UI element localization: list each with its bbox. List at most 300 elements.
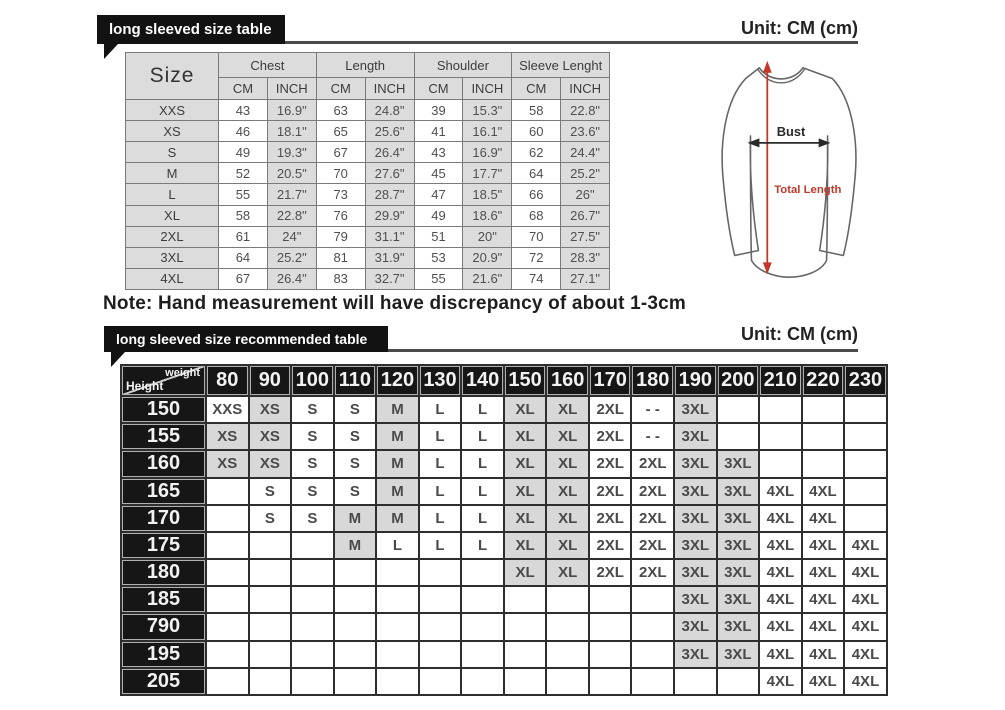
inch-value-cell: 15.3" [463, 100, 512, 121]
recommended-size-cell: 4XL [759, 478, 802, 505]
cm-value-cell: 63 [316, 100, 365, 121]
recommended-size-cell [546, 641, 589, 668]
recommended-size-cell: 3XL [674, 505, 717, 532]
weight-header-cell: 160 [546, 365, 589, 396]
recommended-size-cell: XL [504, 559, 547, 586]
inch-value-cell: 26" [561, 184, 610, 205]
recommended-size-cell: 4XL [759, 559, 802, 586]
size-label-cell: L [126, 184, 219, 205]
recommended-size-cell: 2XL [589, 450, 632, 477]
column-group-header: Length [316, 53, 414, 78]
weight-header-cell: 170 [589, 365, 632, 396]
inch-value-cell: 27.6" [365, 163, 414, 184]
recommended-size-cell [546, 586, 589, 613]
recommended-size-cell: 4XL [759, 532, 802, 559]
recommended-size-cell: L [461, 478, 504, 505]
recommended-size-cell [206, 505, 249, 532]
weight-header-cell: 80 [206, 365, 249, 396]
inch-value-cell: 19.3" [267, 142, 316, 163]
weight-header-cell: 140 [461, 365, 504, 396]
weight-header-cell: 180 [631, 365, 674, 396]
recommended-size-cell [376, 586, 419, 613]
inch-value-cell: 25.2" [267, 247, 316, 268]
recommended-size-cell [376, 559, 419, 586]
recommended-size-cell: 4XL [844, 532, 887, 559]
weight-header-cell: 120 [376, 365, 419, 396]
height-label-cell: 165 [121, 478, 206, 505]
recommended-size-cell [206, 668, 249, 695]
size-label-cell: XXS [126, 100, 219, 121]
recommended-size-cell [461, 668, 504, 695]
recommended-size-cell: 4XL [802, 641, 845, 668]
section2-tag [104, 326, 388, 352]
tag-tail-icon [104, 44, 118, 59]
recommended-size-cell: M [334, 505, 377, 532]
recommended-size-cell [589, 586, 632, 613]
recommended-size-cell: L [461, 450, 504, 477]
recommended-size-cell: 3XL [717, 586, 760, 613]
height-label-cell: 160 [121, 450, 206, 477]
inch-value-cell: 22.8" [267, 205, 316, 226]
recommended-size-cell: XS [249, 396, 292, 423]
weight-header-cell: 90 [249, 365, 292, 396]
cm-value-cell: 45 [414, 163, 463, 184]
recommended-size-cell: 4XL [802, 559, 845, 586]
recommended-size-cell [334, 641, 377, 668]
cm-value-cell: 74 [512, 268, 561, 289]
cm-value-cell: 58 [512, 100, 561, 121]
recommended-size-cell [419, 613, 462, 640]
recommended-size-cell: 3XL [717, 450, 760, 477]
recommended-size-cell [802, 396, 845, 423]
recommended-size-cell [631, 641, 674, 668]
recommended-size-cell: 2XL [589, 559, 632, 586]
recommended-size-cell: 4XL [802, 668, 845, 695]
recommended-size-cell: 4XL [802, 505, 845, 532]
recommended-size-cell [376, 668, 419, 695]
size-label-cell: 3XL [126, 247, 219, 268]
recommended-size-cell: XL [546, 423, 589, 450]
rec-table-row [121, 668, 887, 695]
cm-value-cell: 73 [316, 184, 365, 205]
inch-value-cell: 32.7" [365, 268, 414, 289]
size-label-cell: XS [126, 121, 219, 142]
recommended-size-cell: XL [504, 423, 547, 450]
recommended-size-cell [206, 559, 249, 586]
recommended-size-cell: 4XL [844, 668, 887, 695]
recommended-size-cell [334, 668, 377, 695]
recommended-size-cell: 3XL [717, 478, 760, 505]
recommended-size-cell: 4XL [759, 613, 802, 640]
recommended-size-cell: 2XL [589, 478, 632, 505]
recommended-size-cell: 4XL [802, 613, 845, 640]
recommended-size-cell: L [461, 396, 504, 423]
recommended-size-cell [419, 559, 462, 586]
recommended-size-cell: 3XL [674, 423, 717, 450]
bust-label: Bust [776, 123, 806, 139]
recommended-size-cell: M [376, 450, 419, 477]
section1-tag [97, 15, 285, 44]
recommended-size-cell: 3XL [717, 613, 760, 640]
recommended-size-cell [206, 586, 249, 613]
recommended-size-cell: S [334, 450, 377, 477]
height-label-cell: 195 [121, 641, 206, 668]
recommended-size-cell: M [376, 396, 419, 423]
recommended-size-cell: 3XL [674, 559, 717, 586]
weight-header-cell: 150 [504, 365, 547, 396]
cm-value-cell: 72 [512, 247, 561, 268]
size-recommended-table [120, 364, 888, 696]
recommended-size-cell [759, 423, 802, 450]
recommended-size-cell: L [419, 478, 462, 505]
rec-table-row [121, 559, 887, 586]
inch-value-cell: 21.6" [463, 268, 512, 289]
recommended-size-cell: 2XL [631, 450, 674, 477]
inch-value-cell: 25.6" [365, 121, 414, 142]
inch-value-cell: 28.3" [561, 247, 610, 268]
rec-table-row [121, 505, 887, 532]
size-table-header-row [126, 53, 610, 78]
inch-value-cell: 16.9" [267, 100, 316, 121]
size-measurement-table [125, 52, 610, 290]
recommended-size-cell: L [419, 450, 462, 477]
recommended-size-cell [249, 559, 292, 586]
size-table-row [126, 121, 610, 142]
weight-header-cell: 100 [291, 365, 334, 396]
inch-value-cell: 25.2" [561, 163, 610, 184]
recommended-size-cell [206, 478, 249, 505]
recommended-size-cell [376, 641, 419, 668]
recommended-size-cell [844, 505, 887, 532]
recommended-size-cell: S [291, 505, 334, 532]
recommended-size-cell [419, 641, 462, 668]
recommended-size-cell: S [291, 423, 334, 450]
recommended-size-cell: 4XL [802, 586, 845, 613]
weight-header-cell: 130 [419, 365, 462, 396]
recommended-size-cell: L [419, 396, 462, 423]
cm-value-cell: 43 [414, 142, 463, 163]
unit-label-bottom: Unit: CM (cm) [741, 324, 858, 344]
recommended-size-cell: 3XL [717, 641, 760, 668]
recommended-size-cell: S [291, 396, 334, 423]
recommended-size-cell: L [461, 423, 504, 450]
recommended-size-cell [291, 613, 334, 640]
inch-value-cell: 31.1" [365, 226, 414, 247]
cm-value-cell: 64 [512, 163, 561, 184]
cm-value-cell: 70 [512, 226, 561, 247]
shirt-outline [722, 68, 856, 277]
recommended-size-cell: 4XL [844, 559, 887, 586]
recommended-size-cell: 2XL [589, 505, 632, 532]
height-weight-corner-cell [121, 365, 206, 396]
recommended-size-cell [802, 423, 845, 450]
column-group-header: Sleeve Lenght [512, 53, 610, 78]
recommended-size-cell [589, 613, 632, 640]
recommended-size-cell: 2XL [589, 396, 632, 423]
recommended-size-cell [461, 586, 504, 613]
recommended-size-cell [376, 613, 419, 640]
recommended-size-cell: 2XL [589, 423, 632, 450]
inch-value-cell: 24.8" [365, 100, 414, 121]
recommended-size-cell [249, 532, 292, 559]
recommended-size-cell [504, 668, 547, 695]
size-table-row [126, 268, 610, 289]
cm-value-cell: 67 [219, 268, 268, 289]
section2-tag-label: long sleeved size recommended table [116, 331, 368, 347]
size-table-row [126, 205, 610, 226]
recommended-size-cell: 4XL [759, 641, 802, 668]
size-table-row [126, 100, 610, 121]
recommended-size-cell: 3XL [674, 478, 717, 505]
recommended-size-cell: L [461, 532, 504, 559]
unit-subheader-cell: INCH [267, 78, 316, 100]
cm-value-cell: 62 [512, 142, 561, 163]
inch-value-cell: 24.4" [561, 142, 610, 163]
cm-value-cell: 43 [219, 100, 268, 121]
inch-value-cell: 18.5" [463, 184, 512, 205]
cm-value-cell: 81 [316, 247, 365, 268]
recommended-size-cell: L [376, 532, 419, 559]
recommended-size-cell: 2XL [589, 532, 632, 559]
size-label-cell: 4XL [126, 268, 219, 289]
recommended-size-cell: 2XL [631, 532, 674, 559]
recommended-size-cell [631, 668, 674, 695]
cm-value-cell: 70 [316, 163, 365, 184]
recommended-size-cell: - - [631, 423, 674, 450]
recommended-size-cell: M [334, 532, 377, 559]
recommended-size-cell: 4XL [759, 668, 802, 695]
recommended-size-cell [291, 559, 334, 586]
recommended-size-cell [504, 586, 547, 613]
recommended-size-cell: 3XL [717, 559, 760, 586]
recommended-size-cell: XL [546, 396, 589, 423]
cm-value-cell: 46 [219, 121, 268, 142]
rec-table-header-row [121, 365, 887, 396]
rec-table-row [121, 586, 887, 613]
cm-value-cell: 55 [414, 268, 463, 289]
inch-value-cell: 16.9" [463, 142, 512, 163]
recommended-size-cell: XS [206, 423, 249, 450]
recommended-size-cell: S [249, 505, 292, 532]
recommended-size-cell [291, 586, 334, 613]
recommended-size-cell: XL [504, 532, 547, 559]
inch-value-cell: 26.7" [561, 205, 610, 226]
cm-value-cell: 39 [414, 100, 463, 121]
recommended-size-cell [844, 478, 887, 505]
inch-value-cell: 22.8" [561, 100, 610, 121]
recommended-size-cell [717, 396, 760, 423]
recommended-size-cell [334, 613, 377, 640]
unit-subheader-cell: CM [316, 78, 365, 100]
recommended-size-cell: 2XL [631, 559, 674, 586]
size-header-cell: Size [126, 53, 219, 100]
size-label-cell: S [126, 142, 219, 163]
cm-value-cell: 76 [316, 205, 365, 226]
inch-value-cell: 27.1" [561, 268, 610, 289]
column-group-header: Chest [219, 53, 317, 78]
height-label-cell: 175 [121, 532, 206, 559]
recommended-size-cell [206, 613, 249, 640]
recommended-size-cell: 3XL [674, 613, 717, 640]
recommended-size-cell: 4XL [802, 532, 845, 559]
recommended-size-cell: L [419, 532, 462, 559]
recommended-size-cell [717, 668, 760, 695]
unit-subheader-cell: CM [219, 78, 268, 100]
recommended-size-cell [504, 641, 547, 668]
tag-tail-icon [111, 352, 125, 367]
unit-subheader-cell: INCH [561, 78, 610, 100]
recommended-size-cell [291, 668, 334, 695]
recommended-size-cell: 3XL [717, 532, 760, 559]
size-table-row [126, 247, 610, 268]
inch-value-cell: 18.1" [267, 121, 316, 142]
recommended-size-cell [759, 396, 802, 423]
recommended-size-cell: M [376, 505, 419, 532]
recommended-size-cell [844, 396, 887, 423]
recommended-size-cell [249, 668, 292, 695]
cm-value-cell: 58 [219, 205, 268, 226]
recommended-size-cell: 3XL [674, 641, 717, 668]
recommended-size-cell [206, 532, 249, 559]
recommended-size-cell [759, 450, 802, 477]
recommended-size-cell [546, 668, 589, 695]
weight-header-cell: 210 [759, 365, 802, 396]
recommended-size-cell [291, 641, 334, 668]
inch-value-cell: 23.6" [561, 121, 610, 142]
recommended-size-cell [674, 668, 717, 695]
inch-value-cell: 21.7" [267, 184, 316, 205]
recommended-size-cell: L [419, 423, 462, 450]
recommended-size-cell [802, 450, 845, 477]
inch-value-cell: 26.4" [267, 268, 316, 289]
recommended-size-cell [631, 613, 674, 640]
recommended-size-cell: 4XL [844, 641, 887, 668]
recommended-size-cell: L [419, 505, 462, 532]
inch-value-cell: 26.4" [365, 142, 414, 163]
inch-value-cell: 20.9" [463, 247, 512, 268]
recommended-size-cell: 3XL [674, 586, 717, 613]
rec-table-row [121, 450, 887, 477]
rec-table-row [121, 641, 887, 668]
inch-value-cell: 18.6" [463, 205, 512, 226]
rec-table-row [121, 396, 887, 423]
inch-value-cell: 31.9" [365, 247, 414, 268]
height-label-cell: 790 [121, 613, 206, 640]
cm-value-cell: 41 [414, 121, 463, 142]
recommended-size-cell [249, 641, 292, 668]
recommended-size-cell [249, 586, 292, 613]
cm-value-cell: 47 [414, 184, 463, 205]
inch-value-cell: 17.7" [463, 163, 512, 184]
cm-value-cell: 67 [316, 142, 365, 163]
rec-table-row [121, 423, 887, 450]
recommended-size-cell: S [334, 396, 377, 423]
recommended-size-cell: 3XL [674, 450, 717, 477]
note-text: Note: Hand measurement will have discrepancy of about 1-3cm [103, 293, 687, 314]
recommended-size-cell [461, 559, 504, 586]
recommended-size-cell: XL [504, 505, 547, 532]
recommended-size-cell: 4XL [844, 613, 887, 640]
size-label-cell: 2XL [126, 226, 219, 247]
cm-value-cell: 65 [316, 121, 365, 142]
unit-label-top: Unit: CM (cm) [741, 18, 858, 38]
cm-value-cell: 68 [512, 205, 561, 226]
weight-header-cell: 200 [717, 365, 760, 396]
recommended-size-cell [589, 641, 632, 668]
recommended-size-cell: 3XL [674, 532, 717, 559]
corner-height-label: Height [126, 379, 164, 393]
inch-value-cell: 24" [267, 226, 316, 247]
size-table-row [126, 226, 610, 247]
inch-value-cell: 16.1" [463, 121, 512, 142]
inch-value-cell: 29.9" [365, 205, 414, 226]
weight-header-cell: 110 [334, 365, 377, 396]
recommended-size-cell: XS [249, 423, 292, 450]
cm-value-cell: 49 [219, 142, 268, 163]
weight-header-cell: 190 [674, 365, 717, 396]
cm-value-cell: 79 [316, 226, 365, 247]
weight-header-cell: 220 [802, 365, 845, 396]
total-length-arrowhead-top [763, 61, 772, 73]
recommended-size-cell: XL [546, 559, 589, 586]
section1-tag-label: long sleeved size table [109, 21, 272, 38]
recommended-size-cell [844, 450, 887, 477]
recommended-size-cell [291, 532, 334, 559]
cm-value-cell: 53 [414, 247, 463, 268]
height-label-cell: 180 [121, 559, 206, 586]
cm-value-cell: 83 [316, 268, 365, 289]
size-table-row [126, 163, 610, 184]
recommended-size-cell: 3XL [717, 505, 760, 532]
unit-subheader-cell: CM [414, 78, 463, 100]
unit-subheader-cell: INCH [365, 78, 414, 100]
recommended-size-cell [419, 586, 462, 613]
inch-value-cell: 27.5" [561, 226, 610, 247]
size-table-row [126, 184, 610, 205]
corner-weight-label: weight [165, 367, 200, 379]
cm-value-cell: 51 [414, 226, 463, 247]
unit-subheader-cell: CM [512, 78, 561, 100]
recommended-size-cell: XL [504, 450, 547, 477]
column-group-header: Shoulder [414, 53, 512, 78]
recommended-size-cell [334, 559, 377, 586]
recommended-size-cell: 2XL [631, 505, 674, 532]
size-table-row [126, 142, 610, 163]
recommended-size-cell: 4XL [844, 586, 887, 613]
recommended-size-cell: S [334, 423, 377, 450]
recommended-size-cell [589, 668, 632, 695]
height-label-cell: 170 [121, 505, 206, 532]
recommended-size-cell [844, 423, 887, 450]
rec-table-row [121, 532, 887, 559]
cm-value-cell: 64 [219, 247, 268, 268]
cm-value-cell: 52 [219, 163, 268, 184]
recommended-size-cell: XL [504, 396, 547, 423]
recommended-size-cell: M [376, 478, 419, 505]
recommended-size-cell: S [291, 450, 334, 477]
unit-subheader-cell: INCH [463, 78, 512, 100]
height-label-cell: 150 [121, 396, 206, 423]
size-label-cell: M [126, 163, 219, 184]
recommended-size-cell: S [334, 478, 377, 505]
recommended-size-cell: - - [631, 396, 674, 423]
height-label-cell: 155 [121, 423, 206, 450]
recommended-size-cell [249, 613, 292, 640]
height-label-cell: 185 [121, 586, 206, 613]
recommended-size-cell [206, 641, 249, 668]
recommended-size-cell: L [461, 505, 504, 532]
inch-value-cell: 20.5" [267, 163, 316, 184]
